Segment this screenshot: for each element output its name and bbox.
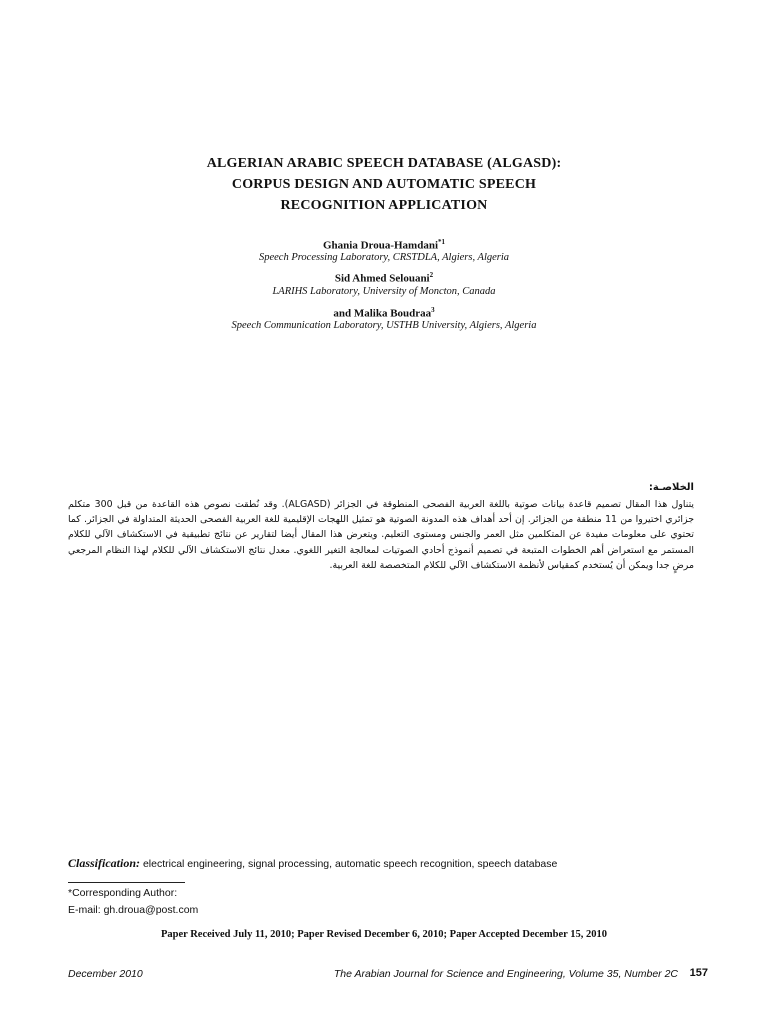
footer-date: December 2010 [68, 968, 143, 980]
author-2 [120, 271, 648, 285]
author-3-mark: 3 [431, 306, 435, 314]
paper-title [120, 153, 648, 216]
footer-journal: The Arabian Journal for Science and Engineering, Volume 35, Number 2C [333, 968, 678, 980]
abstract-heading: الخلاصـة: [648, 482, 694, 493]
title-line-3: RECOGNITION APPLICATION [280, 198, 488, 213]
author-1 [120, 238, 648, 252]
author-1-affiliation: Speech Processing Laboratory, CRSTDLA, Algiers, Algeria [258, 252, 510, 263]
corresponding-author-label: *Corresponding Author: [68, 887, 178, 899]
author-3-name: and Malika Boudraa [333, 307, 432, 320]
author-1-name: Ghania Droua-Hamdani [322, 239, 439, 252]
author-3-affiliation: Speech Communication Laboratory, USTHB University, Algiers, Algeria [231, 320, 537, 331]
title-line-1: ALGERIAN ARABIC SPEECH DATABASE (ALGASD): [206, 156, 562, 171]
title-line-2: CORPUS DESIGN AND AUTOMATIC SPEECH [231, 177, 537, 192]
author-2-name: Sid Ahmed Selouani [334, 272, 430, 285]
paper-dates: Paper Received July 11, 2010; Paper Revised December 6, 2010; Paper Accepted December 15, 2010 [160, 929, 608, 940]
footer-page-number: 157 [689, 967, 708, 979]
corresponding-email: E-mail: gh.droua@post.com [68, 904, 199, 916]
author-2-affiliation: LARIHS Laboratory, University of Moncton, Canada [272, 286, 496, 297]
classification-label: Classification: [68, 856, 141, 870]
author-2-mark: 2 [429, 271, 434, 279]
classification-line [68, 856, 708, 871]
author-1-mark: *1 [438, 238, 446, 246]
footnote-divider [68, 882, 185, 883]
classification-text: electrical engineering, signal processing, automatic speech recognition, speech database [142, 858, 558, 870]
author-3 [120, 306, 648, 320]
abstract-body: يتناول هذا المقال تصميم قاعدة بيانات صوتية باللغة العربية الفصحى المنطوقة في الجزائر (ALGASD). وقد نُطقت نصوص هذه القاعدة من قبل 300 متكلم جزائري اختيروا من 11 منطقة من الجزائر. إن أحد أهداف هذه المدونة الصوتية هو تمثيل اللهجات الإقليمية للغة العربية الفصحى الحديثة المتداولة في الجزائر. كما تحتوي على معلومات مفيدة عن المتكلمين مثل العمر والجنس ومستوى التعليم. ويتعرض هذا المقال أيضا لتقارير عن نتائج تطبيقية في الاستكشاف الآلي للكلام المستمر مع استعراض أهم الخطوات المتبعة في تصميم أنموذج أحادي الصوتيات لمعالجة التغير اللغوي. معدل نتائج الاستكشاف الآلي للكلام لهذا النظام المرجعي مرضٍ جدا ويمكن أن يُستخدم كمقياس لأنظمة الاستكشاف الآلي للكلام المتخصصة للغة العربية. [68, 499, 695, 571]
